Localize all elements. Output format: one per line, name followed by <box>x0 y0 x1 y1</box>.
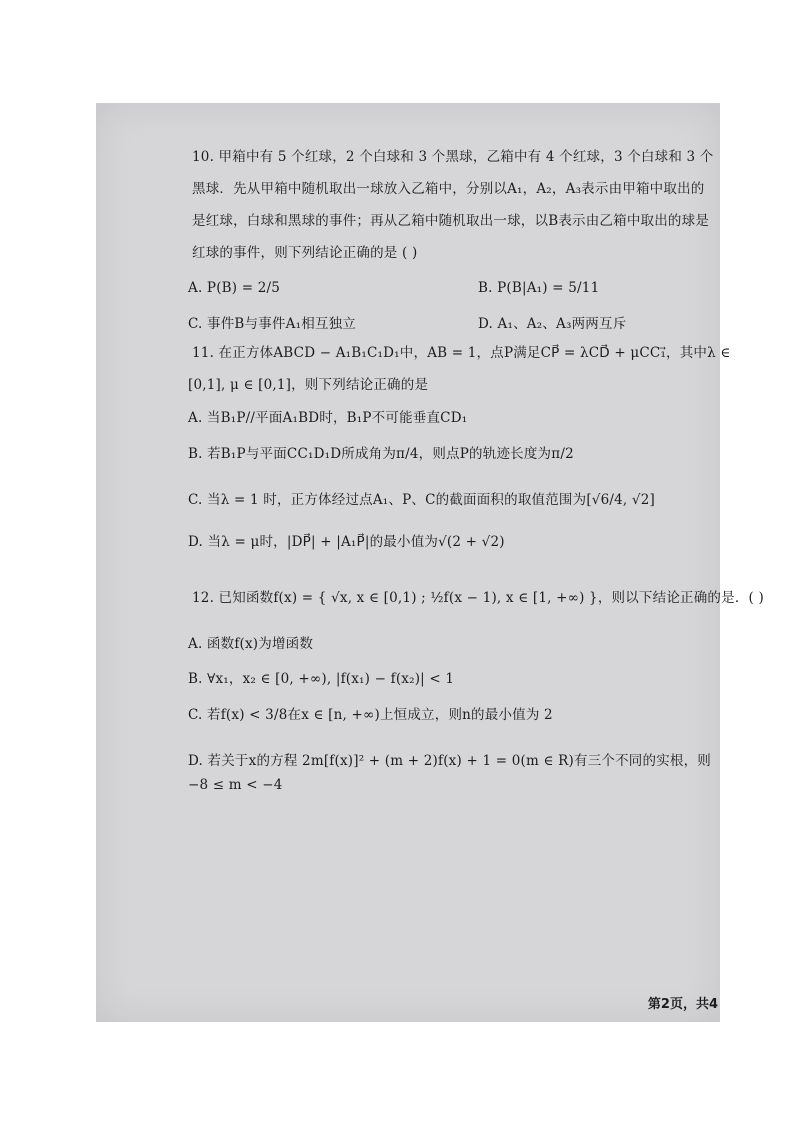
q10-option-d: D. A₁、A₂、A₃两两互斥 <box>478 316 627 332</box>
q10-stem-line-3: 是红球，白球和黑球的事件；再从乙箱中随机取出一球，以B表示由乙箱中取出的球是 <box>192 213 710 229</box>
q11-stem-line-1: 11. 在正方体ABCD − A₁B₁C₁D₁中，AB = 1，点P满足CP⃗ = λCD⃗ + μCC₁⃗，其中λ ∈ <box>192 345 731 361</box>
q12-option-c: C. 若f(x) < 3/8在x ∈ [n, +∞)上恒成立，则n的最小值为 2 <box>188 707 553 723</box>
q10-option-a: A. P(B) = 2/5 <box>188 280 281 296</box>
q12-option-d-line-2: −8 ≤ m < −4 <box>188 777 283 793</box>
q11-option-b: B. 若B₁P与平面CC₁D₁D所成角为π/4，则点P的轨迹长度为π/2 <box>188 446 574 462</box>
q10-stem-line-4: 红球的事件，则下列结论正确的是 ( ) <box>192 245 418 261</box>
q11-stem-line-2: [0,1], μ ∈ [0,1]，则下列结论正确的是 <box>188 377 429 393</box>
q11-option-a: A. 当B₁P//平面A₁BD时，B₁P不可能垂直CD₁ <box>188 410 468 426</box>
q10-option-b: B. P(B|A₁) = 5/11 <box>478 280 600 296</box>
q10-stem-line-2: 黑球．先从甲箱中随机取出一球放入乙箱中，分别以A₁，A₂，A₃表示由甲箱中取出的 <box>192 181 705 197</box>
q12-option-d-line-1: D. 若关于x的方程 2m[f(x)]² + (m + 2)f(x) + 1 = 0(m ∈ R)有三个不同的实根，则 <box>188 753 712 769</box>
page-number: 第2页，共4 <box>647 997 718 1012</box>
q10-stem-line-1: 10. 甲箱中有 5 个红球，2 个白球和 3 个黑球，乙箱中有 4 个红球，3 个白球和 3 个 <box>192 149 714 165</box>
q11-option-d: D. 当λ = μ时，|DP⃗| + |A₁P⃗|的最小值为√(2 + √2) <box>188 534 505 550</box>
exam-page <box>96 103 764 1022</box>
q10-option-c: C. 事件B与事件A₁相互独立 <box>188 316 357 332</box>
q11-option-c: C. 当λ = 1 时，正方体经过点A₁、P、C的截面面积的取值范围为[√6/4, √2] <box>188 492 655 508</box>
q12-option-a: A. 函数f(x)为增函数 <box>188 636 314 652</box>
q12-stem: 12. 已知函数f(x) = { √x, x ∈ [0,1) ; ½f(x − 1), x ∈ [1, +∞) }，则以下结论正确的是．( ) <box>192 590 764 606</box>
q12-option-b: B. ∀x₁，x₂ ∈ [0, +∞), |f(x₁) − f(x₂)| < 1 <box>188 671 455 687</box>
